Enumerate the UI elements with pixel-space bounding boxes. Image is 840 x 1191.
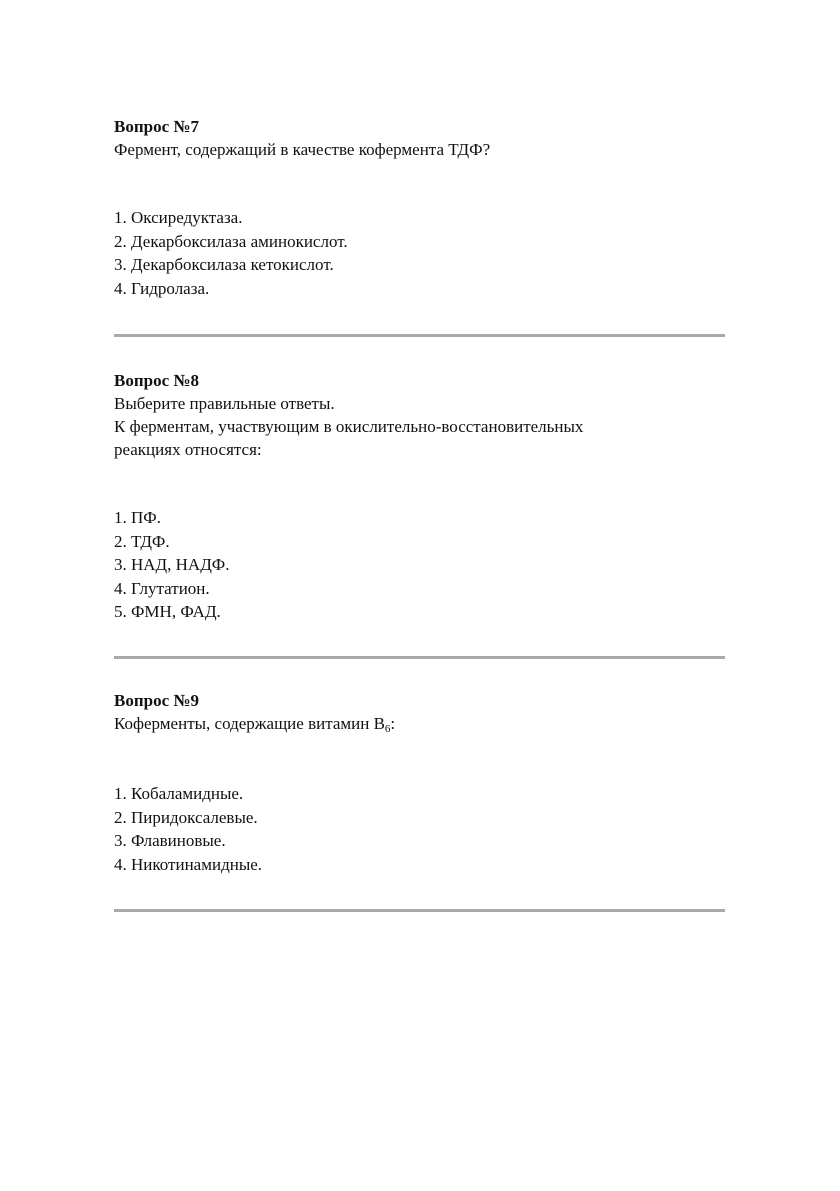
answer-option: 1. ПФ.: [114, 508, 161, 527]
section-divider: [114, 334, 725, 337]
section-divider: [114, 909, 725, 912]
question-text: Фермент, содержащий в качестве кофермента ТДФ?: [114, 140, 491, 159]
question-title: Вопрос №7: [114, 117, 199, 136]
question-7: [114, 115, 726, 161]
answer-option: 5. ФМН, ФАД.: [114, 602, 221, 621]
question-title: Вопрос №9: [114, 691, 199, 710]
question-text: К ферментам, участвующим в окислительно-восстановительных: [114, 417, 584, 436]
question-title: Вопрос №8: [114, 371, 199, 390]
answer-option: 4. Глутатион.: [114, 578, 210, 598]
answer-option: 3. НАД, НАДФ.: [114, 555, 230, 574]
answer-option: 2. Пиридоксалевые.: [114, 807, 258, 827]
question-text-main: Коферменты, содержащие витамин B: [114, 714, 385, 733]
answer-option: 1. Кобаламидные.: [114, 784, 244, 803]
question-9: [114, 689, 726, 735]
answer-list-7: [114, 206, 726, 300]
question-text-end: :: [390, 714, 396, 733]
answer-option: 3. Декарбоксилаза кетокислот.: [114, 255, 334, 274]
answer-option: 3. Флавиновые.: [114, 831, 226, 850]
question-text: Выберите правильные ответы.: [114, 394, 335, 413]
answer-option: 1. Оксиредуктаза.: [114, 208, 243, 227]
answer-option: 2. Декарбоксилаза аминокислот.: [114, 231, 348, 251]
question-text: [114, 712, 726, 735]
section-divider: [114, 656, 725, 659]
question-text: реакциях относятся:: [114, 440, 262, 459]
answer-list-8: [114, 506, 726, 624]
answer-option: 4. Никотинамидные.: [114, 854, 263, 874]
answer-option: 4. Гидролаза.: [114, 278, 210, 298]
question-8: [114, 369, 726, 461]
answer-option: 2. ТДФ.: [114, 531, 170, 551]
vitamin-subscript: 6: [384, 723, 391, 735]
answer-list-9: [114, 782, 726, 876]
